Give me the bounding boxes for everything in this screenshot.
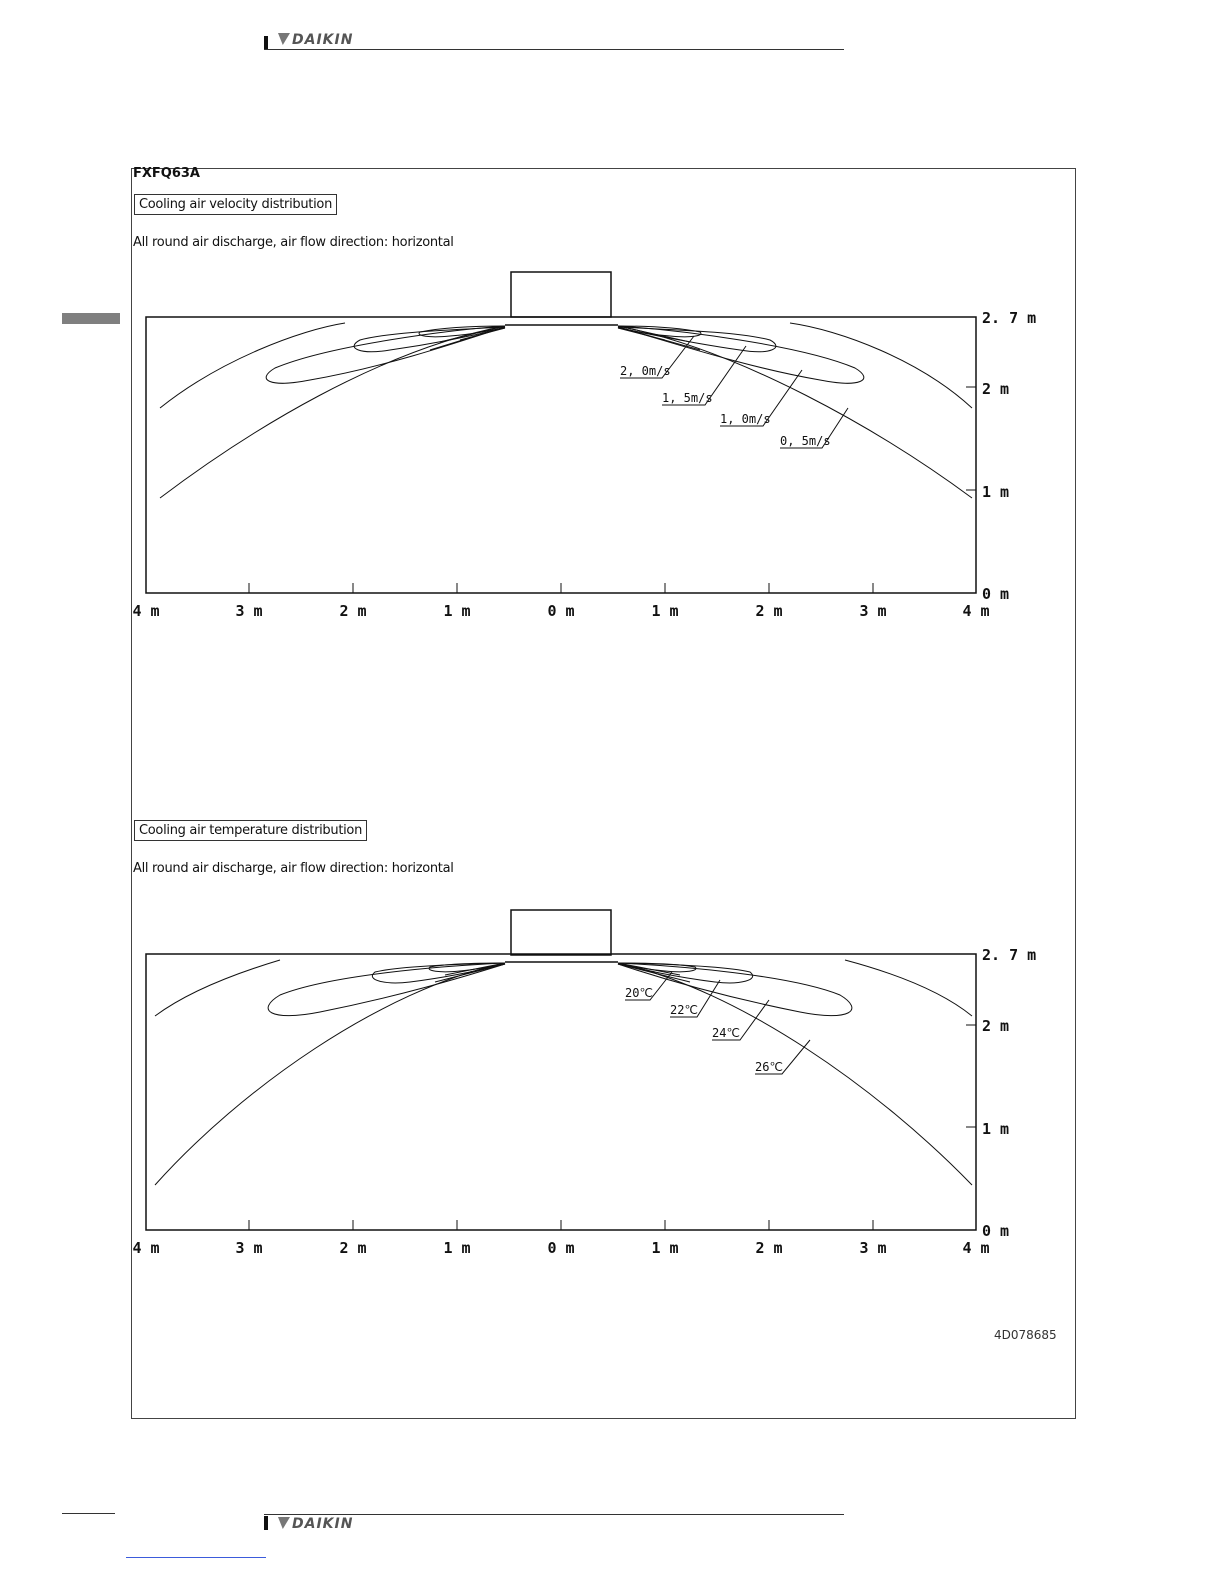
contour-line — [155, 963, 505, 1185]
contour-line — [618, 963, 852, 1016]
x-tick-label: 1 m — [651, 602, 679, 620]
contour-line — [268, 963, 505, 1016]
y-tick-label: 2. 7 m — [982, 309, 1037, 327]
x-tick-label: 2 m — [755, 1239, 783, 1257]
x-tick-label: 4 m — [132, 1239, 160, 1257]
x-tick-label: 0 m — [547, 1239, 575, 1257]
footer-link-underline — [126, 1557, 266, 1558]
indoor-unit-box — [511, 910, 611, 955]
x-tick-label: 3 m — [859, 602, 887, 620]
temperature-contour-labels — [625, 986, 783, 1074]
velocity-x-labels — [132, 602, 989, 620]
room-outline — [146, 317, 976, 593]
x-tick-label: 2 m — [755, 602, 783, 620]
x-tick-label: 0 m — [547, 602, 575, 620]
contour-line — [618, 963, 972, 1185]
y-tick-label: 2. 7 m — [982, 946, 1037, 964]
footer-left-rule — [62, 1513, 115, 1514]
contour-line — [155, 960, 280, 1016]
contour-label: 2, 0m/s — [620, 364, 671, 378]
contour-label: 0, 5m/s — [780, 434, 831, 448]
x-tick-label: 3 m — [235, 1239, 263, 1257]
contour-label: 26℃ — [755, 1060, 783, 1074]
contour-label: 22℃ — [670, 1003, 698, 1017]
y-ticks — [966, 1025, 976, 1127]
y-tick-label: 2 m — [982, 1017, 1010, 1035]
x-tick-label: 3 m — [859, 1239, 887, 1257]
velocity-subtitle: All round air discharge, air flow direction: horizontal — [133, 235, 454, 250]
contour-line — [160, 326, 505, 498]
footer-bar — [264, 1516, 268, 1530]
contour-label: 24℃ — [712, 1026, 740, 1040]
x-tick-label: 3 m — [235, 602, 263, 620]
x-tick-label: 1 m — [651, 1239, 679, 1257]
y-tick-label: 0 m — [982, 585, 1010, 603]
daikin-logo-icon — [278, 1517, 290, 1529]
contour-line — [618, 326, 972, 498]
contour-label: 20℃ — [625, 986, 653, 1000]
velocity-title: Cooling air velocity distribution — [134, 194, 337, 215]
y-ticks — [966, 387, 976, 490]
x-tick-label: 1 m — [443, 1239, 471, 1257]
temperature-title: Cooling air temperature distribution — [134, 820, 367, 841]
x-ticks — [249, 1220, 873, 1230]
temperature-x-labels — [132, 1239, 989, 1257]
y-tick-label: 1 m — [982, 483, 1010, 501]
velocity-diagram — [146, 272, 976, 593]
room-outline — [146, 954, 976, 1230]
y-tick-label: 1 m — [982, 1120, 1010, 1138]
header-logo: DAIKIN — [278, 32, 353, 48]
x-tick-label: 4 m — [132, 602, 160, 620]
contour-label: 1, 0m/s — [720, 412, 771, 426]
model-name: FXFQ63A — [133, 166, 200, 181]
footer-rule — [264, 1514, 844, 1515]
x-tick-label: 1 m — [443, 602, 471, 620]
document-id: 4D078685 — [994, 1328, 1057, 1342]
x-tick-label: 2 m — [339, 602, 367, 620]
x-tick-label: 2 m — [339, 1239, 367, 1257]
temperature-diagram — [146, 910, 976, 1230]
x-ticks — [249, 583, 873, 593]
velocity-y-labels — [982, 309, 1036, 603]
temperature-y-labels — [982, 946, 1036, 1240]
y-tick-label: 2 m — [982, 380, 1010, 398]
footer-logo: DAIKIN — [278, 1516, 353, 1532]
y-tick-label: 0 m — [982, 1222, 1010, 1240]
x-tick-label: 4 m — [962, 602, 990, 620]
contour-line — [160, 323, 345, 408]
temperature-subtitle: All round air discharge, air flow direction: horizontal — [133, 861, 454, 876]
indoor-unit-box — [511, 272, 611, 317]
contour-line — [845, 960, 972, 1016]
contour-label: 1, 5m/s — [662, 391, 713, 405]
x-tick-label: 4 m — [962, 1239, 990, 1257]
contour-line — [618, 963, 690, 982]
contour-line — [790, 323, 972, 408]
